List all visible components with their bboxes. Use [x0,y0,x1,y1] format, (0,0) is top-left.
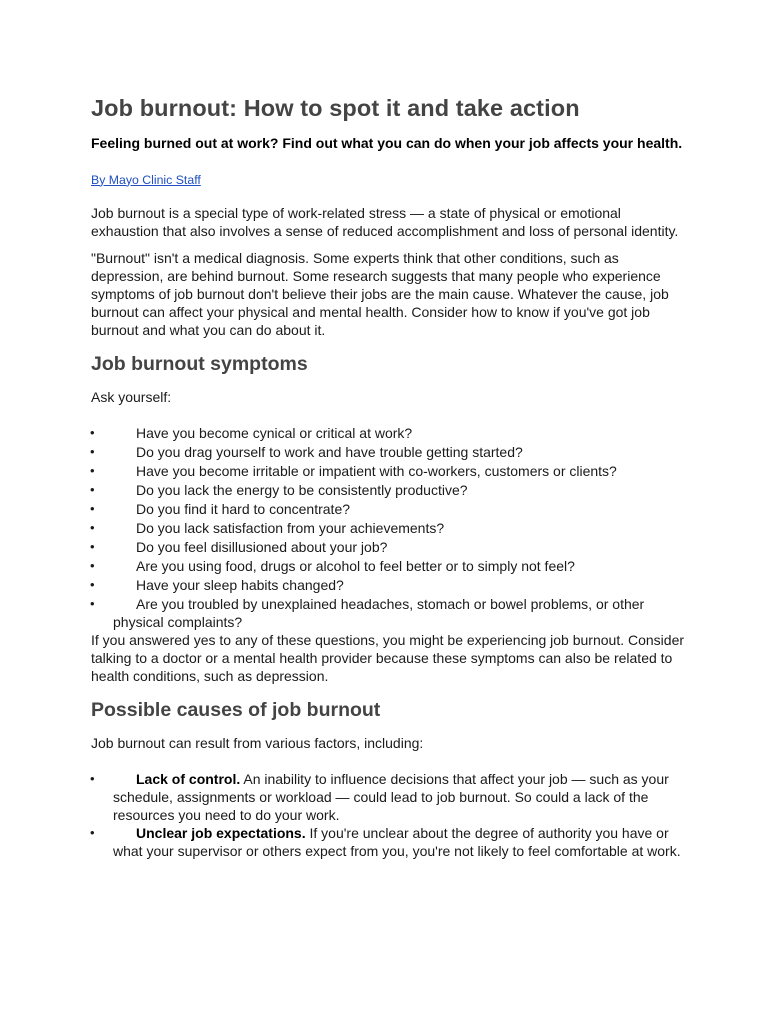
list-item [91,500,691,518]
document-page [91,92,691,860]
list-item [91,462,691,480]
list-item-text: Are you troubled by unexplained headaches, stomach or bowel problems, or other physical complaints? [113,596,645,631]
bullet-icon: • [90,771,95,787]
list-item-text: Have you become irritable or impatient with co-workers, customers or clients? [136,462,617,479]
list-item-text: Do you find it hard to concentrate? [136,500,351,517]
cause-term: Lack of control. [136,771,241,788]
list-item-text: Do you drag yourself to work and have trouble getting started? [136,443,523,460]
list-item-text: Have your sleep habits changed? [136,577,344,594]
section-heading-symptoms: Job burnout symptoms [91,352,308,375]
section-heading-causes: Possible causes of job burnout [91,699,381,722]
list-item [91,770,691,824]
page-subtitle: Feeling burned out at work? Find out what you can do when your job affects your health. [91,135,683,151]
bullet-icon: • [90,481,95,497]
list-item-text: Have you become cynical or critical at work? [136,424,413,441]
bullet-icon: • [90,500,95,516]
bullet-icon: • [90,462,95,478]
causes-lead: Job burnout can result from various factors, including: [91,735,424,752]
bullet-icon: • [90,443,95,459]
bullet-icon: • [90,596,95,612]
cause-text: An inability to influence decisions that affect your job — such as your schedule, assignments or workload — could lead to job burnout. So could a lack of the resources you need to do your work. [113,771,669,824]
list-item-text: Do you lack satisfaction from your achievements? [136,519,445,536]
list-item [91,557,691,575]
cause-text: If you're unclear about the degree of authority you have or what your supervisor or others expect from you, you're not likely to feel comfortable at work. [113,825,681,860]
list-item [91,424,691,442]
list-item [91,443,691,461]
list-item [91,576,691,594]
list-item [91,595,691,631]
list-item [91,824,691,860]
intro-paragraph: Job burnout is a special type of work-related stress — a state of physical or emotional exhaustion that also involves a sense of reduced accomplishment and loss of personal identity. [91,204,679,239]
intro-paragraph: "Burnout" isn't a medical diagnosis. Some experts think that other conditions, such as depression, are behind burnout. Some research suggests that many people who experience symptoms of job burnout don't believe their jobs are the main cause. Whatever the cause, job burnout can affect your physical and mental health. Consider how to know if you've got job burnout and what you can do about it. [91,249,669,338]
bullet-icon: • [90,539,95,555]
symptoms-lead: Ask yourself: [91,388,172,405]
causes-list [91,770,691,860]
bullet-icon: • [90,558,95,574]
symptoms-list [91,424,691,632]
bullet-icon: • [90,577,95,593]
list-item [91,519,691,537]
symptoms-conclusion: If you answered yes to any of these questions, you might be experiencing job burnout. Consider talking to a doctor or a mental health provider because these symptoms can also be related to health conditions, such as depression. [91,632,685,685]
page-title: Job burnout: How to spot it and take action [91,95,580,121]
list-item-text: Do you lack the energy to be consistently productive? [136,481,468,498]
bullet-icon: • [90,424,95,440]
bullet-icon: • [90,519,95,535]
list-item [91,481,691,499]
byline-link[interactable]: By Mayo Clinic Staff [91,172,201,187]
list-item-text: Are you using food, drugs or alcohol to feel better or to simply not feel? [136,558,575,575]
list-item-text: Do you feel disillusioned about your job? [136,539,388,556]
bullet-icon: • [90,825,95,841]
list-item [91,538,691,556]
cause-term: Unclear job expectations. [136,825,306,842]
